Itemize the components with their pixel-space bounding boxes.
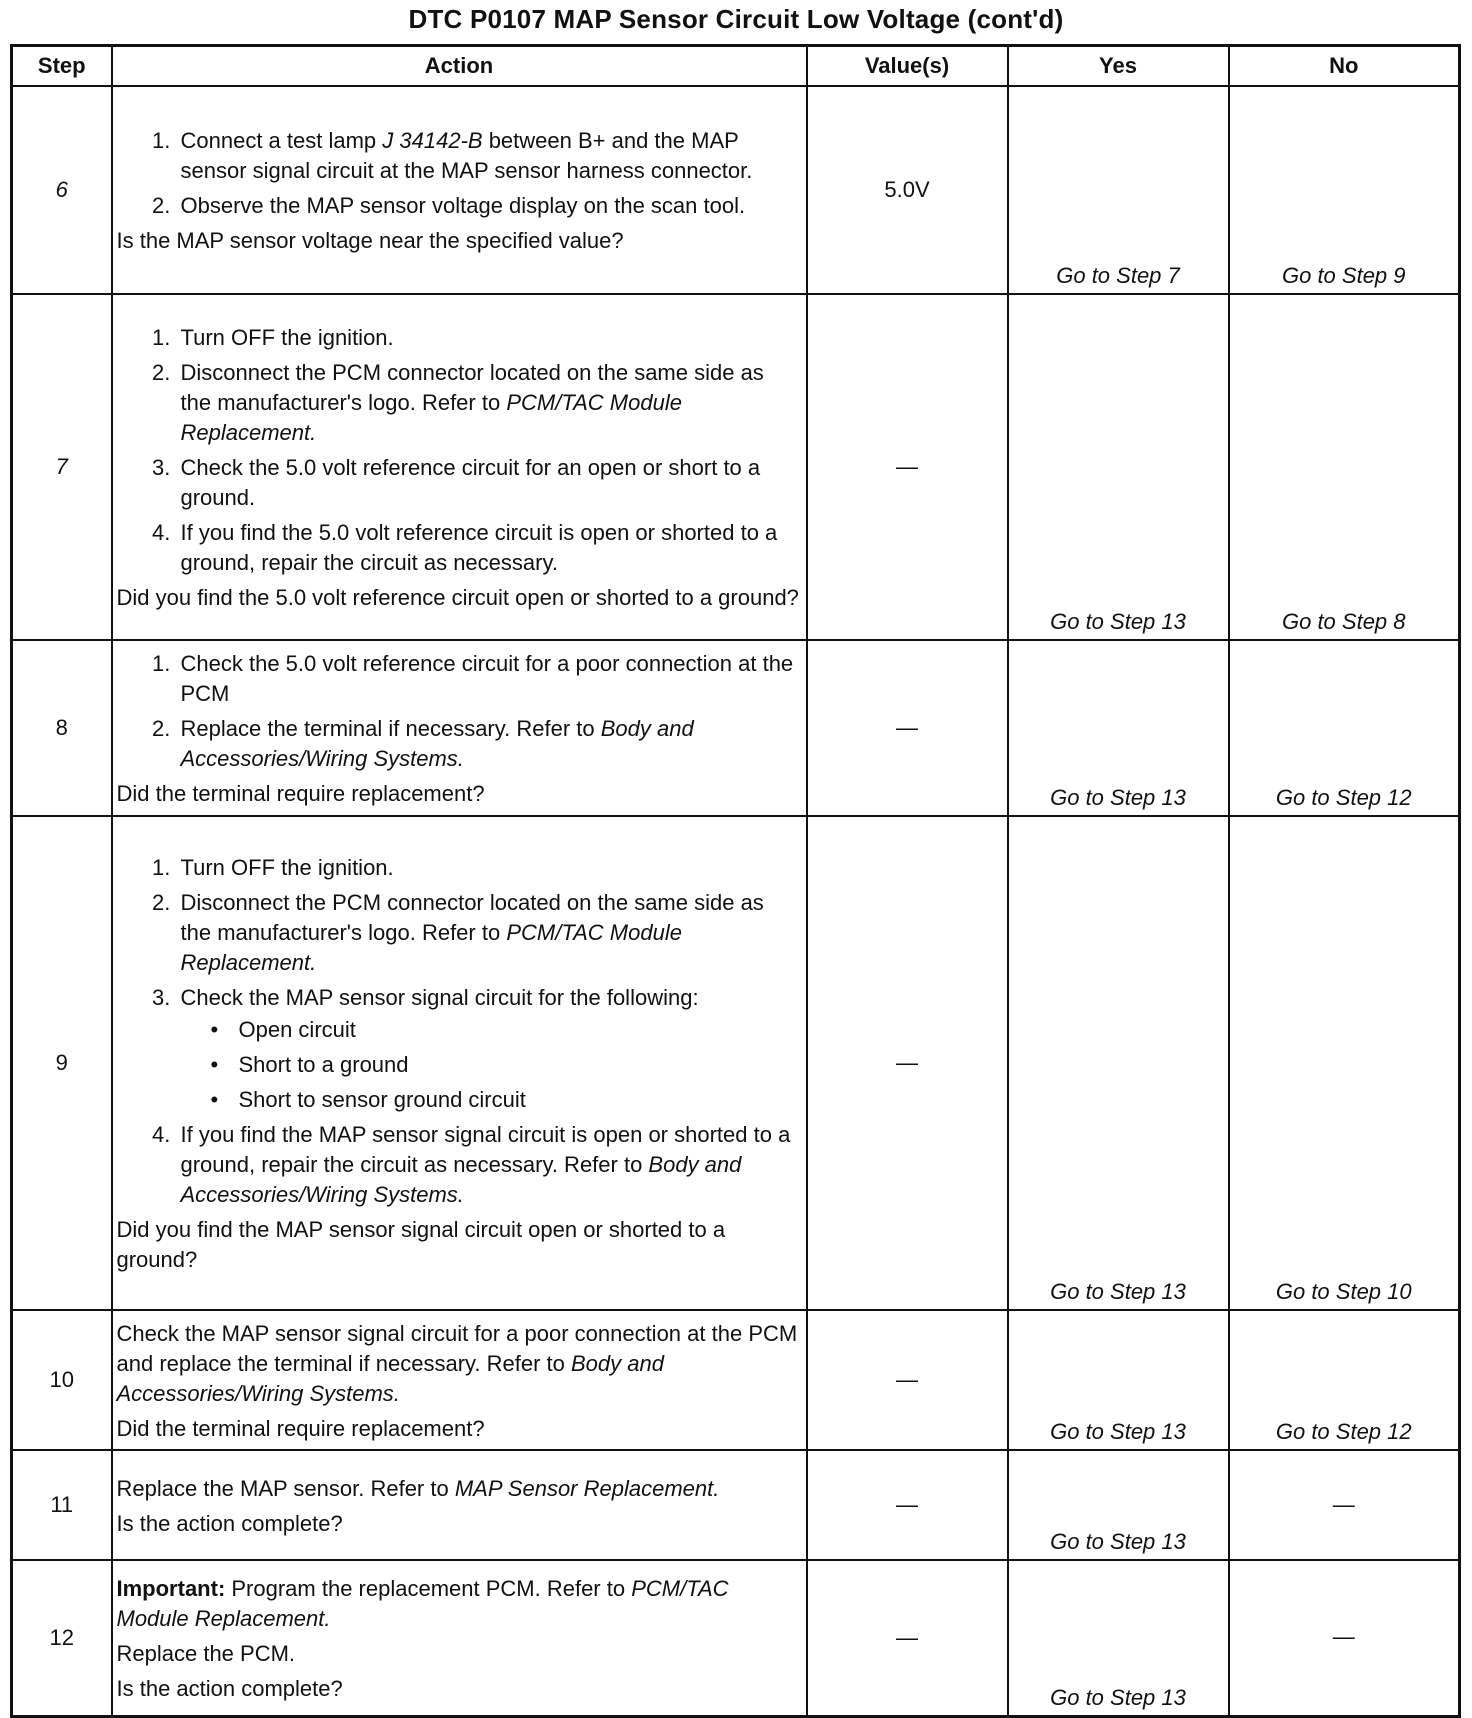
no-link[interactable]: Go to Step 12 [1229,640,1460,816]
table-row-step-6 [12,86,1460,294]
no-link[interactable]: Go to Step 12 [1229,1310,1460,1450]
value-cell: — [807,816,1008,1310]
page-title: DTC P0107 MAP Sensor Circuit Low Voltage (cont'd) [408,4,1064,34]
header-row [12,46,1460,87]
step-question: Is the action complete? [116,1675,343,1701]
list-item: 2. Replace the terminal if necessary. Refer to Body and Accessories/Wiring Systems. [177,714,800,774]
step-number: 11 [12,1450,112,1560]
list-item: 1. Turn OFF the ignition. [177,323,800,353]
step-question: Did you find the 5.0 volt reference circuit open or shorted to a ground? [116,585,799,610]
table-row-step-11 [12,1450,1460,1560]
action-cell [112,640,807,816]
yes-link[interactable]: Go to Step 13 [1008,640,1229,816]
header-step: Step [12,46,112,87]
yes-link[interactable]: Go to Step 13 [1008,816,1229,1310]
list-item: 4. If you find the 5.0 volt reference circuit is open or shorted to a ground, repair the circuit as necessary. [177,518,800,578]
value-cell: — [807,1310,1008,1450]
list-item: 2. Disconnect the PCM connector located on the same side as the manufacturer's logo. Refer to PCM/TAC Module Replacement. [177,888,800,978]
table-row-step-10 [12,1310,1460,1450]
action-cell [112,294,807,640]
action-text: Check the MAP sensor signal circuit for a poor connection at the PCM and replace the terminal if necessary. Refer to Body and Accessories/Wiring Systems. [116,1320,798,1406]
yes-link[interactable]: Go to Step 7 [1008,86,1229,294]
action-cell [112,1450,807,1560]
step-question: Did you find the MAP sensor signal circuit open or shorted to a ground? [116,1217,726,1272]
no-value-cell: — [1229,1560,1460,1716]
step-question: Is the action complete? [116,1510,343,1536]
value-cell: 5.0V [807,86,1008,294]
list-item: 2. Disconnect the PCM connector located on the same side as the manufacturer's logo. Refer to PCM/TAC Module Replacement. [177,358,800,448]
yes-link[interactable]: Go to Step 13 [1008,1310,1229,1450]
action-text: Replace the MAP sensor. Refer to MAP Sensor Replacement. [116,1475,720,1501]
action-cell [112,1310,807,1450]
action-cell [112,816,807,1310]
list-item: 2. Observe the MAP sensor voltage display on the scan tool. [177,191,800,221]
yes-link[interactable]: Go to Step 13 [1008,1450,1229,1560]
table-row-step-7 [12,294,1460,640]
no-link[interactable]: Go to Step 9 [1229,86,1460,294]
diagnostic-table [10,44,1461,1718]
bullet-item: • Short to a ground [210,1052,409,1077]
list-item: 4. If you find the MAP sensor signal circuit is open or shorted to a ground, repair the circuit as necessary. Refer to Body and Accessories/Wiring Systems. [177,1120,800,1210]
value-cell: — [807,1560,1008,1716]
no-link[interactable]: Go to Step 8 [1229,294,1460,640]
list-item: 1. Turn OFF the ignition. [177,853,800,883]
table-row-step-8 [12,640,1460,816]
table-row-step-12 [12,1560,1460,1716]
no-value-cell: — [1229,1450,1460,1560]
yes-link[interactable]: Go to Step 13 [1008,1560,1229,1716]
table-row-step-9 [12,816,1460,1310]
header-action: Action [112,46,807,87]
list-item: 1. Connect a test lamp J 34142-B between B+ and the MAP sensor signal circuit at the MAP sensor harness connector. [177,126,800,186]
value-cell: — [807,1450,1008,1560]
important-note: Important: Program the replacement PCM. Refer to PCM/TAC Module Replacement. [116,1575,729,1631]
step-question: Did the terminal require replacement? [116,781,485,806]
step-number: 12 [12,1560,112,1716]
step-number: 7 [12,294,112,640]
step-number: 8 [12,640,112,816]
header-no: No [1229,46,1460,87]
action-text: Replace the PCM. [116,1640,296,1666]
action-cell [112,86,807,294]
header-values: Value(s) [807,46,1008,87]
action-cell [112,1560,807,1716]
value-cell: — [807,294,1008,640]
value-cell: — [807,640,1008,816]
step-question: Did the terminal require replacement? [116,1415,485,1441]
yes-link[interactable]: Go to Step 13 [1008,294,1229,640]
list-item: 3. Check the 5.0 volt reference circuit for an open or short to a ground. [177,453,800,513]
header-yes: Yes [1008,46,1229,87]
list-item: 1. Check the 5.0 volt reference circuit for a poor connection at the PCM [177,649,800,709]
list-item: 3. Check the MAP sensor signal circuit for the following: • Open circuit • Short to a ground • Short to sensor ground circuit [177,983,800,1115]
step-question: Is the MAP sensor voltage near the specified value? [116,228,624,253]
bullet-item: • Short to sensor ground circuit [210,1087,526,1112]
step-number: 9 [12,816,112,1310]
no-link[interactable]: Go to Step 10 [1229,816,1460,1310]
step-number: 6 [12,86,112,294]
bullet-item: • Open circuit [210,1017,356,1042]
step-number: 10 [12,1310,112,1450]
